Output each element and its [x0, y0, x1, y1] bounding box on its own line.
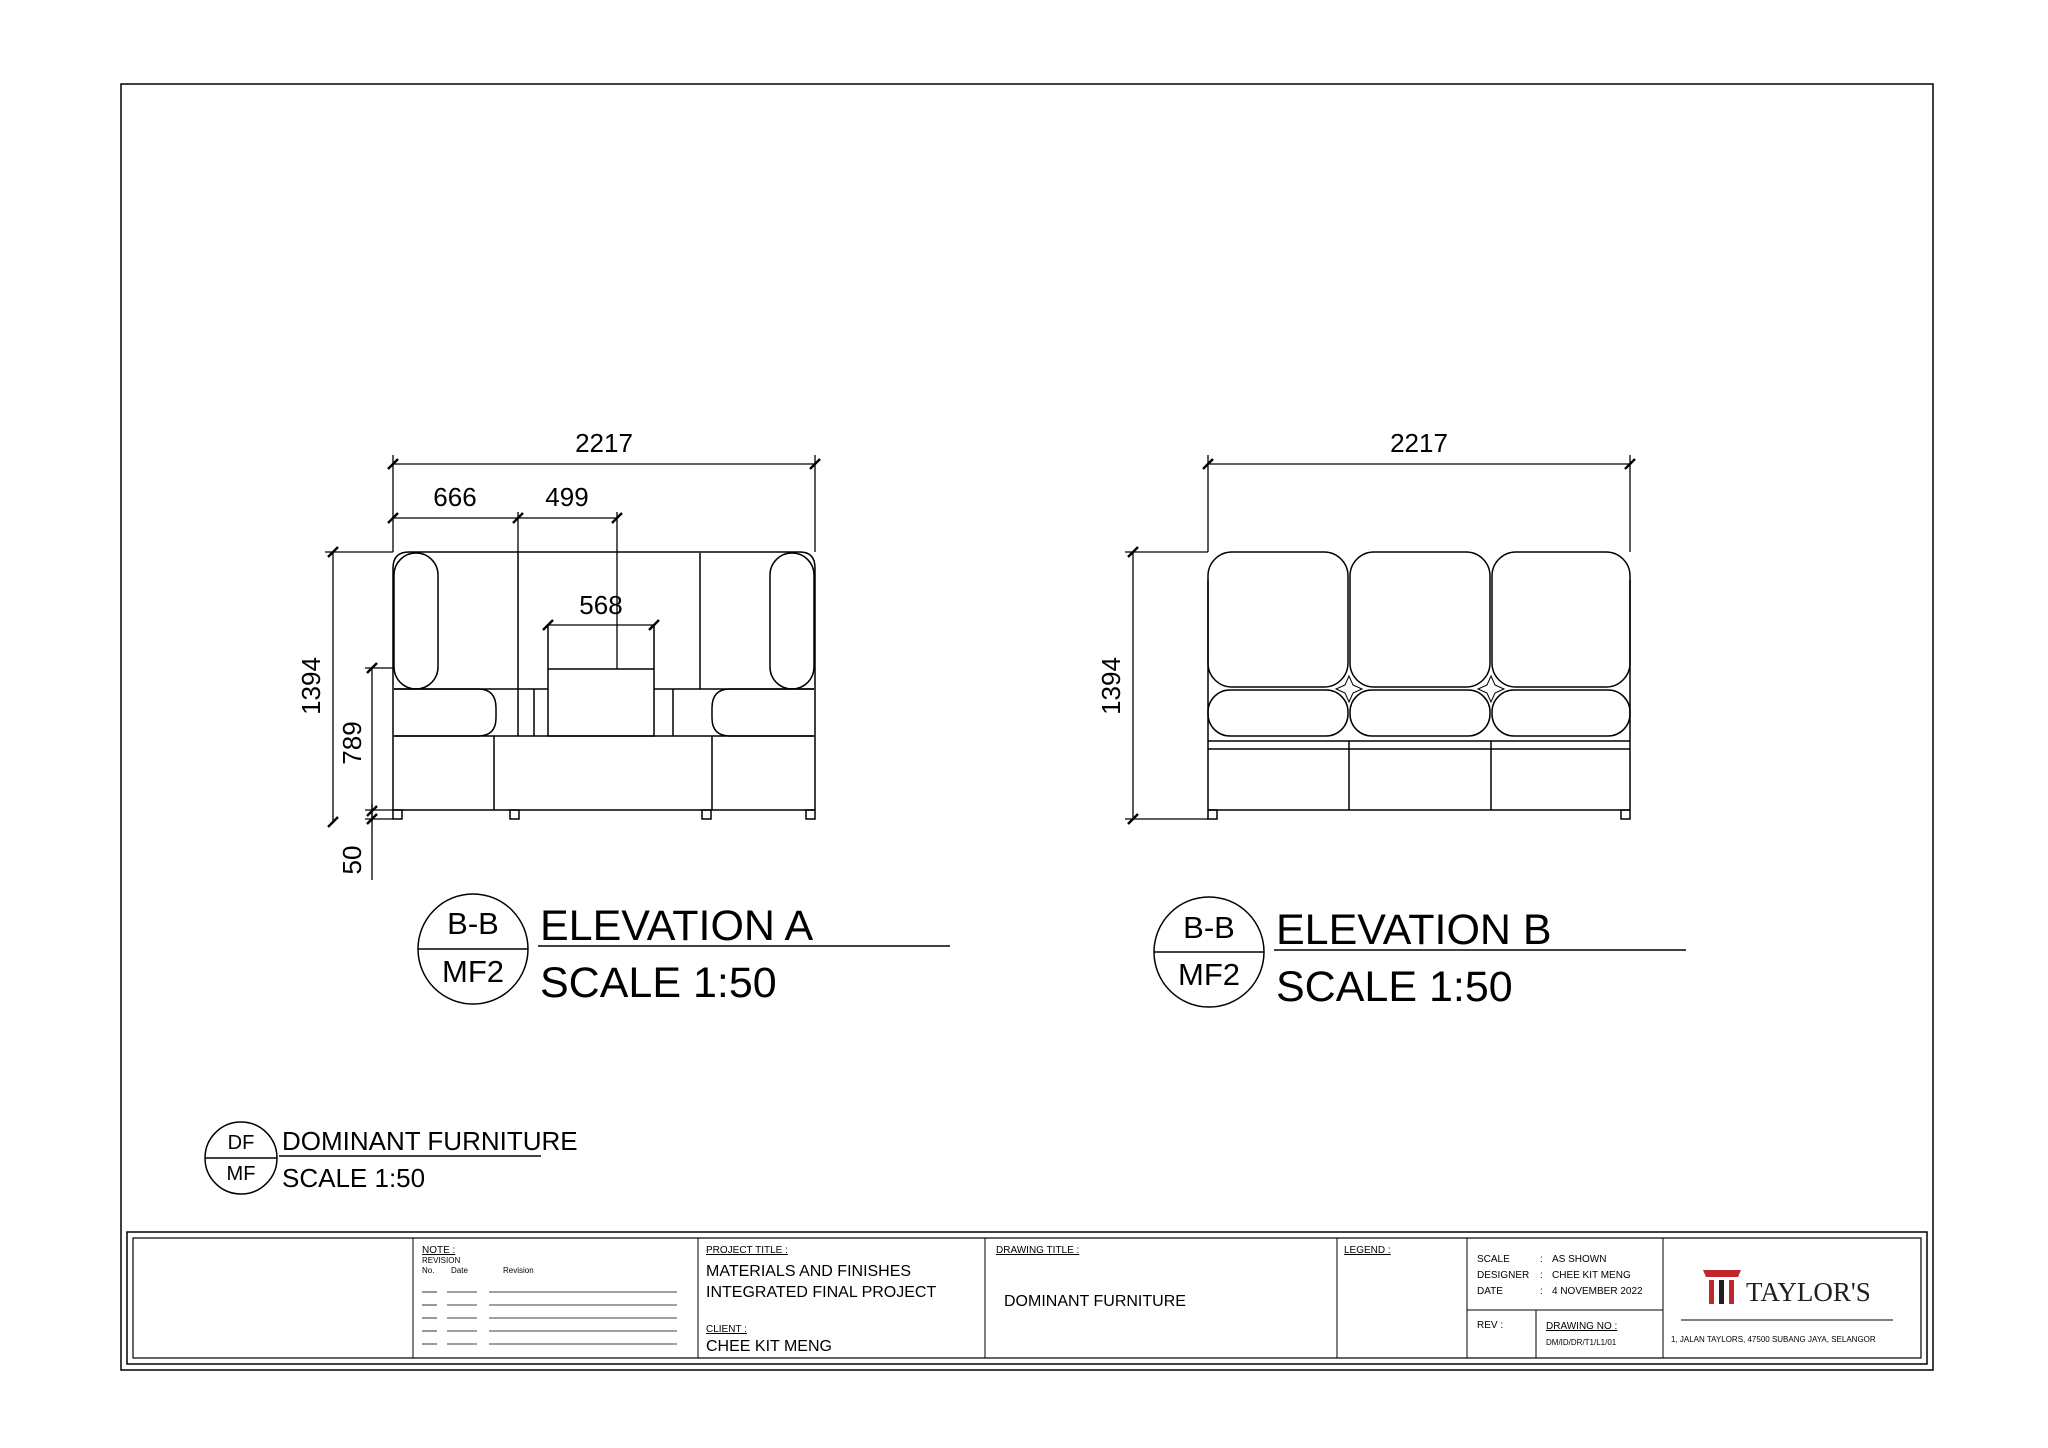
- tb-date-value: 4 NOVEMBER 2022: [1552, 1286, 1643, 1297]
- tb-drawing-title-label: DRAWING TITLE :: [996, 1245, 1080, 1256]
- title-block: [127, 1232, 1927, 1364]
- elevation-a-title: ELEVATION A: [540, 902, 814, 950]
- dim-a-overall: 2217: [575, 428, 633, 458]
- dim-a-leg: 50: [337, 845, 367, 875]
- taylors-logo: [1671, 1270, 1876, 1344]
- elevation-a-dimensions: [325, 455, 820, 880]
- tb-designer-label: DESIGNER: [1477, 1270, 1530, 1281]
- elevation-b-drawing: [1208, 552, 1630, 819]
- dim-a-table: 568: [579, 590, 623, 620]
- elevation-a-scale: SCALE 1:50: [540, 959, 777, 1007]
- elevation-b-dim-labels: [1096, 428, 1448, 715]
- dim-b-overall: 2217: [1390, 428, 1448, 458]
- sheet-tag: [205, 1122, 578, 1194]
- dim-a-mid-seat: 499: [545, 482, 589, 512]
- tb-drawing-no-label: DRAWING NO :: [1546, 1321, 1618, 1332]
- sheet-tag-bottom: MF: [226, 1163, 256, 1185]
- sheet-tag-scale: SCALE 1:50: [282, 1163, 426, 1193]
- elevation-b-dimensions: [1125, 455, 1635, 824]
- tb-date-sep: :: [1540, 1286, 1543, 1297]
- elevation-b-tag-bottom: MF2: [1178, 957, 1240, 992]
- tb-project-line2: INTEGRATED FINAL PROJECT: [706, 1284, 937, 1301]
- taylors-address: 1, JALAN TAYLORS, 47500 SUBANG JAYA, SELANGOR: [1671, 1335, 1876, 1344]
- elevation-a-tag-top: B-B: [447, 906, 499, 941]
- tb-designer-value: CHEE KIT MENG: [1552, 1270, 1631, 1281]
- elevation-b-tag-top: B-B: [1183, 910, 1235, 945]
- tb-client-label: CLIENT :: [706, 1324, 747, 1335]
- elevation-b-title: ELEVATION B: [1276, 906, 1552, 954]
- tb-date-label: DATE: [1477, 1286, 1503, 1297]
- elevation-a-tag: [418, 894, 950, 1007]
- taylors-logo-name: TAYLOR'S: [1746, 1277, 1871, 1307]
- tb-revision-lines: [422, 1292, 677, 1344]
- dim-a-height: 1394: [296, 657, 326, 715]
- tb-client-value: CHEE KIT MENG: [706, 1338, 832, 1355]
- taylors-logo-mark: [1703, 1270, 1741, 1277]
- elevation-b-tag: [1154, 897, 1686, 1011]
- tb-scale-value: AS SHOWN: [1552, 1254, 1607, 1265]
- tb-col-no: No.: [422, 1266, 435, 1275]
- elevation-a-tag-bottom: MF2: [442, 954, 504, 989]
- tb-legend-label: LEGEND :: [1344, 1245, 1391, 1256]
- tb-drawing-title-value: DOMINANT FURNITURE: [1004, 1293, 1186, 1310]
- tb-project-label: PROJECT TITLE :: [706, 1245, 788, 1256]
- tb-drawing-no-value: DM/ID/DR/T1/L1/01: [1546, 1338, 1617, 1347]
- sheet-tag-top: DF: [227, 1132, 255, 1154]
- dim-a-seat-height: 789: [337, 721, 367, 765]
- tb-revision-label: REVISION: [422, 1256, 461, 1265]
- tb-scale-label: SCALE: [1477, 1254, 1510, 1265]
- tb-col-revision: Revision: [503, 1266, 534, 1275]
- tb-scale-sep: :: [1540, 1254, 1543, 1265]
- dim-a-left-seat: 666: [433, 482, 477, 512]
- tb-rev-label: REV :: [1477, 1320, 1504, 1331]
- tb-note-label: NOTE :: [422, 1245, 456, 1256]
- elevation-b-scale: SCALE 1:50: [1276, 963, 1513, 1011]
- tb-designer-sep: :: [1540, 1270, 1543, 1281]
- dim-b-height: 1394: [1096, 657, 1126, 715]
- sheet-tag-title: DOMINANT FURNITURE: [282, 1126, 578, 1156]
- elevation-a-dim-labels: [296, 428, 633, 874]
- tb-project-line1: MATERIALS AND FINISHES: [706, 1263, 912, 1280]
- tb-col-date: Date: [451, 1266, 468, 1275]
